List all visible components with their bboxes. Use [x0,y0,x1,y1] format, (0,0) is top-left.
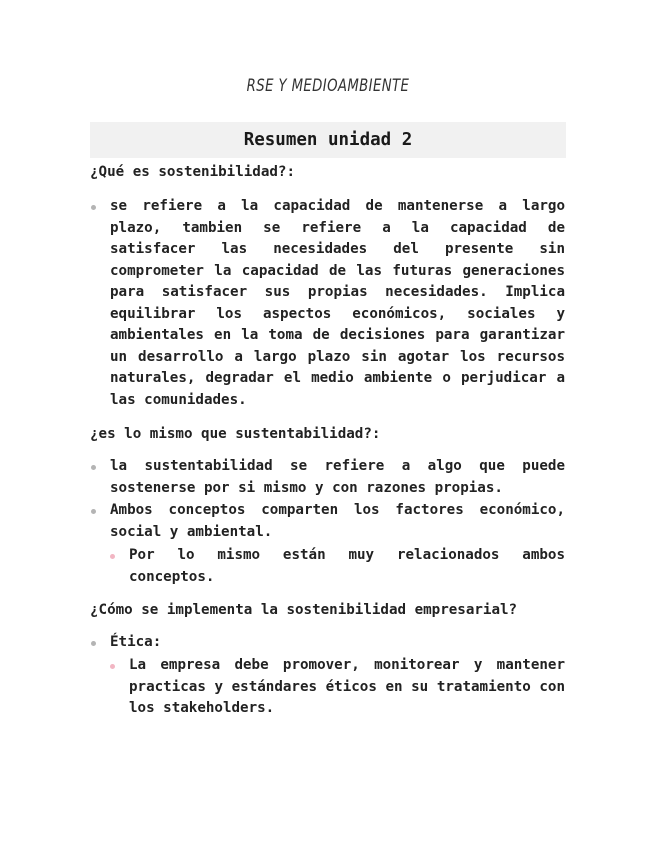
section-question-sustentabilidad: ¿es lo mismo que sustentabilidad?: [90,426,381,442]
bullet-dot-icon [91,465,96,470]
list-item-factors: Ambos conceptos comparten los factores económico, social y ambiental. [110,502,565,540]
list-item-sustentabilidad: la sustentabilidad se refiere a algo que puede sostenerse por si mismo y con razones propias. [110,458,565,496]
section-question-implementation: ¿Cómo se implementa la sostenibilidad empresarial? [90,602,518,618]
section-question-sustainability: ¿Qué es sostenibilidad?: [90,164,295,180]
document-title: RSE Y MEDIOAMBIENTE [246,76,410,96]
bullet-dot-icon [91,509,96,514]
summary-title-band [90,122,566,158]
bullet-dot-icon [91,205,96,210]
list-item-definition: se refiere a la capacidad de mantenerse a largo plazo, tambien se refiere a la capacidad de satisfacer las necesidades del presente sin comprometer la capacidad de las futuras generaciones para satisfacer sus propias necesidades. Implica equilibrar los aspectos económicos, sociales y ambientales en la toma de decisiones para garantizar un desarrollo a largo plazo sin agotar los recursos naturales, degradar el medio ambiente o perjudicar a las comunidades. [110,198,565,408]
sub-list-item-ethical-practices: La empresa debe promover, monitorear y mantener practicas y estándares éticos en su tratamiento con los stakeholders. [129,657,565,716]
sub-list-item-related: Por lo mismo están muy relacionados ambos conceptos. [129,547,565,585]
list-item-ethics: Ética: [110,634,162,650]
sub-bullet-dot-icon [110,554,115,559]
sub-bullet-dot-icon [110,664,115,669]
summary-title: Resumen unidad 2 [243,130,413,150]
bullet-dot-icon [91,641,96,646]
